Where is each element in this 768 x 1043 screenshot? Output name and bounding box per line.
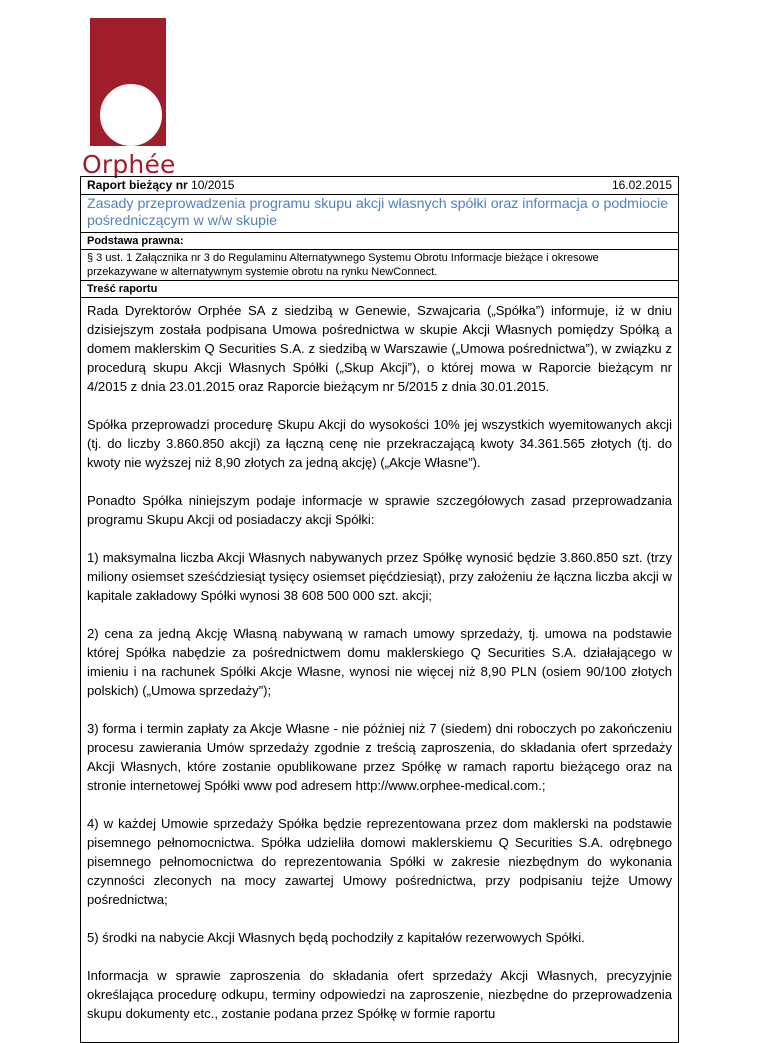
logo-wordmark: Orphée [82, 150, 176, 179]
paragraph: Rada Dyrektorów Orphée SA z siedzibą w Genewie, Szwajcaria („Spółka”) informuje, iż w dniu dzisiejszym została podpisana Umowa pośrednictwa w skupie Akcji Własnych pomiędzy Spółką a domem maklerskim Q Securities S.A. z siedzibą w Warszawie („Umowa pośrednictwa”), w związku z procedurą skupu Akcji Własnych Spółki („Skup Akcji”), o której mowa w Raporcie bieżącym nr 4/2015 z dnia 23.01.2015 oraz Raporcie bieżącym nr 5/2015 z dnia 30.01.2015. [87, 303, 672, 394]
report-number: 10/2015 [191, 178, 235, 192]
paragraph: Ponadto Spółka niniejszym podaje informacje w sprawie szczegółowych zasad przeprowadzania programu Skupu Akcji od posiadaczy akcji Spółki: [87, 493, 672, 527]
report-content [81, 298, 678, 1023]
content-label: Treść raportu [87, 283, 158, 295]
paragraph: 5) środki na nabycie Akcji Własnych będą pochodziły z kapitałów rezerwowych Spółki. [87, 930, 585, 945]
legal-basis-label: Podstawa prawna: [87, 235, 184, 247]
paragraph: Informacja w sprawie zaproszenia do składania ofert sprzedaży Akcji Własnych, precyzyjnie określająca procedurę odkupu, terminy odpowiedzi na zaproszenie, niezbędne do przeprowadzenia skupu dokumenty etc., zostanie podana przez Spółkę w formie raportu [87, 968, 672, 1021]
report-id [87, 178, 234, 193]
report-date: 16.02.2015 [611, 178, 672, 192]
paragraph: Spółka przeprowadzi procedurę Skupu Akcji do wysokości 10% jej wszystkich wyemitowanych akcji (tj. do liczby 3.860.850 akcji) za łączną cenę nie przekraczającą kwoty 34.361.565 złotych (tj. do kwoty nie wyższej niż 8,90 złotych za jedną akcję) („Akcje Własne”). [87, 417, 672, 470]
paragraph: 3) forma i termin zapłaty za Akcje Własne - nie później niż 7 (siedem) dni roboczych po zakończeniu procesu zawierania Umów sprzedaży zgodnie z treścią zaproszenia, do składania ofert sprzedaży Akcji Własnych, które zostanie opublikowane przez Spółkę w ramach raportu bieżącego oraz na stronie internetowej Spółki www pod adresem http://www.orphee-medical.com.; [87, 721, 672, 793]
content-label-row [81, 281, 678, 298]
logo-circle [100, 84, 162, 146]
report-table [80, 176, 679, 1043]
report-title: Zasady przeprowadzenia programu skupu akcji własnych spółki oraz informacja o podmiocie pośredniczącym w w/w skupie [81, 195, 678, 233]
report-header-row [81, 177, 678, 195]
paragraph: 4) w każdej Umowie sprzedaży Spółka będzie reprezentowana przez dom maklerski na podstawie pisemnego pełnomocnictwa. Spółka udzieliła domowi maklerskiemu Q Securities S.A. odrębnego pisemnego pełnomocnictwa do reprezentowania Spółki w zakresie niezbędnym do wykonania czynności zleconych na mocy zawartej Umowy pośrednictwa, przy podpisaniu tejże Umowy pośrednictwa; [87, 816, 672, 907]
legal-basis-label-row [81, 233, 678, 250]
report-nr-label: nr [175, 178, 188, 192]
paragraph: 1) maksymalna liczba Akcji Własnych nabywanych przez Spółkę wynosić będzie 3.860.850 szt. (trzy miliony osiemset sześćdziesiąt tysięcy osiemset pięćdziesiąt), przy założeniu że łączna liczba akcji w kapitale zakładowy Spółki wynosi 38 608 500 000 szt. akcji; [87, 550, 672, 603]
report-label: Raport bieżący [87, 178, 173, 192]
orphee-logo [80, 18, 180, 178]
legal-basis-text: § 3 ust. 1 Załącznika nr 3 do Regulaminu Alternatywnego Systemu Obrotu Informacje bieżące i okresowe przekazywane w alternatywnym systemie obrotu na rynku NewConnect. [81, 250, 678, 281]
paragraph: 2) cena za jedną Akcję Własną nabywaną w ramach umowy sprzedaży, tj. umowa na podstawie której Spółka nabędzie za pośrednictwem domu maklerskiego Q Securities S.A. działającego w imieniu i na rachunek Spółki Akcje Własne, wynosi nie więcej niż 8,90 PLN (osiem 90/100 złotych polskich) („Umowa sprzedaży”); [87, 626, 672, 698]
